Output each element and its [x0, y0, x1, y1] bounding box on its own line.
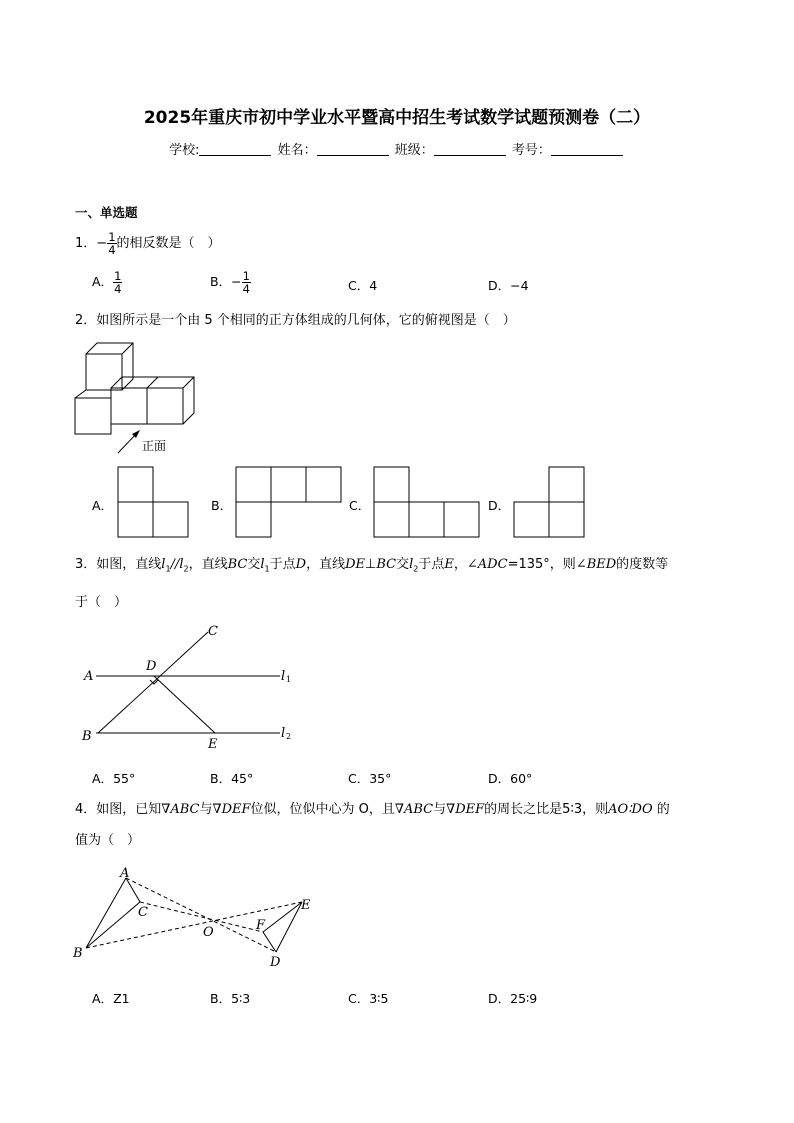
q1-option-b-minus: −: [231, 274, 242, 289]
q3-angle-bed: ∠BED: [575, 557, 617, 572]
q1-option-b-label: B．: [210, 274, 232, 289]
q1-option-c[interactable]: [348, 276, 377, 294]
q1-frac-den: 4: [108, 243, 116, 257]
fig3-label-l2: l: [281, 726, 286, 741]
q4-ratio: 5∶3: [562, 802, 583, 817]
q4-then: ，则: [582, 802, 609, 817]
q2-front-label: 正面: [142, 439, 167, 453]
q3-a-value: 55°: [113, 771, 136, 786]
q1-frac-num: 1: [108, 230, 116, 244]
q2-option-b-figure[interactable]: [235, 466, 345, 538]
q4-a-value: Z1: [113, 991, 130, 1006]
q3-bc2: BC: [376, 557, 397, 572]
fig3-sub2: 2: [286, 732, 292, 741]
q3-text-f: 于点: [418, 557, 445, 572]
q2-option-d-label[interactable]: D．: [488, 498, 511, 513]
q3-figure: [78, 620, 298, 752]
q2-option-a-figure[interactable]: [117, 466, 191, 538]
q3-angle-value: =135°: [507, 557, 550, 572]
q4-d-label: D．: [488, 991, 511, 1006]
q4-intro: 4．如图，已知: [75, 802, 162, 817]
fig3-label-d: D: [146, 659, 157, 674]
q1-option-d-label: D．: [488, 278, 511, 293]
question-4-line-2: 值为（ ）: [75, 833, 141, 848]
q4-option-c[interactable]: [348, 989, 388, 1007]
q4-ask: AO∶DO: [608, 802, 653, 817]
q3-bc: BC: [227, 557, 248, 572]
fig4-label-a: A: [120, 866, 130, 881]
question-3-line-1: [75, 556, 725, 579]
q1-option-d[interactable]: [488, 276, 529, 294]
q4-and-2: 与: [433, 802, 447, 817]
exam-no-blank: [551, 143, 623, 156]
name-label: 姓名：: [277, 143, 317, 158]
q4-b-value: 5∶3: [231, 991, 251, 1006]
q3-text-c: 于点: [269, 557, 296, 572]
q3-l2: l: [179, 557, 184, 572]
q3-sub: 1: [165, 564, 171, 574]
question-3-line-2: 于（ ）: [75, 595, 128, 610]
q3-l-b: l: [260, 557, 265, 572]
q3-sub4: 2: [413, 564, 419, 574]
fig3-label-e: E: [208, 737, 218, 752]
q4-option-a[interactable]: [92, 989, 130, 1007]
q1-option-b-fraction: [242, 270, 251, 295]
class-blank: [434, 143, 506, 156]
fig4-label-c: C: [138, 905, 148, 920]
q3-text-e: 交: [396, 557, 410, 572]
fig3-label-a: A: [84, 669, 94, 684]
page-title: 2025年重庆市初中学业水平暨高中招生考试数学试题预测卷（二）: [143, 108, 651, 128]
q3-e: E: [444, 557, 454, 572]
q1-fraction: [107, 231, 116, 256]
q4-and-1: 与: [199, 802, 213, 817]
fig4-label-d: D: [270, 955, 281, 970]
q3-comma: ，: [453, 557, 467, 572]
fig4-label-o: O: [203, 925, 214, 940]
q3-l-c: l: [409, 557, 414, 572]
q2-cube-figure: [70, 338, 210, 456]
student-info-line: [0, 139, 794, 158]
q3-c-label: C．: [348, 771, 370, 786]
q4-tri-abc-2: ∇ABC: [394, 802, 434, 817]
q2-option-c-figure[interactable]: [373, 466, 483, 538]
q4-d-value: 25∶9: [510, 991, 538, 1006]
q3-sub2: 2: [183, 564, 189, 574]
q1-a-num: 1: [114, 269, 122, 283]
q3-perp: ⊥: [365, 557, 377, 572]
q1-minus: −: [96, 236, 108, 251]
q3-d: D: [295, 557, 307, 572]
fig4-label-b: B: [73, 946, 83, 961]
q3-text-a: ，直线: [188, 557, 228, 572]
class-label: 班级：: [394, 143, 434, 158]
q1-b-num: 1: [242, 269, 250, 283]
q3-option-c[interactable]: [348, 769, 391, 787]
q4-tri-def: ∇DEF: [212, 802, 251, 817]
fig3-sub1: 1: [286, 675, 292, 684]
q3-d-label: D．: [488, 771, 511, 786]
q4-end: 的: [652, 802, 670, 817]
q3-a-label: A．: [92, 771, 114, 786]
q3-parallel: //: [170, 557, 180, 572]
fig3-label-b: B: [82, 729, 92, 744]
q4-option-b[interactable]: [210, 989, 250, 1007]
q3-b-label: B．: [210, 771, 232, 786]
q2-option-a-label[interactable]: A．: [92, 498, 114, 513]
question-2: 2．如图所示是一个由 5 个相同的正方体组成的几何体，它的俯视图是（ ）: [75, 313, 516, 328]
q3-option-b[interactable]: [210, 769, 253, 787]
exam-no-label: 考号：: [511, 143, 551, 158]
q3-text-b: 交: [247, 557, 261, 572]
q2-option-c-label[interactable]: C．: [349, 498, 371, 513]
fig3-label-c: C: [208, 624, 218, 639]
fig4-label-e: E: [301, 898, 311, 913]
fig3-label-l1: l: [281, 669, 286, 684]
q3-text-d: ，直线: [306, 557, 346, 572]
q4-figure: [70, 864, 320, 972]
q4-c-label: C．: [348, 991, 370, 1006]
q1-text: 的相反数是（ ）: [116, 236, 221, 251]
q4-ratio-text: 的周长之比是: [484, 802, 563, 817]
section-heading: 一、单选题: [75, 205, 138, 220]
q1-option-a-label: A．: [92, 274, 114, 289]
q4-option-d[interactable]: [488, 989, 537, 1007]
q4-tri-def-2: ∇DEF: [446, 802, 485, 817]
q3-option-a[interactable]: [92, 769, 135, 787]
q3-c-value: 35°: [369, 771, 392, 786]
q2-option-d-figure[interactable]: [513, 466, 587, 538]
q3-sub3: 1: [264, 564, 270, 574]
q1-option-a[interactable]: [92, 270, 122, 295]
q3-d-value: 60°: [510, 771, 533, 786]
fig4-label-f: F: [256, 918, 266, 933]
school-label: 学校:: [169, 143, 200, 158]
question-4-line-1: [75, 801, 725, 819]
q3-angle-adc: ∠ADC: [466, 557, 508, 572]
q3-option-d[interactable]: [488, 769, 532, 787]
q2-option-b-label[interactable]: B．: [211, 498, 233, 513]
q4-c-value: 3∶5: [369, 991, 389, 1006]
q1-option-c-label: C．: [348, 278, 370, 293]
q3-text-g: ，则: [549, 557, 576, 572]
q3-l: l: [161, 557, 166, 572]
q4-center-text: 位似，位似中心为 O，且: [250, 802, 395, 817]
q3-de: DE: [345, 557, 366, 572]
q1-option-d-value: −4: [510, 278, 529, 293]
q3-text-h: 的度数等: [616, 557, 669, 572]
q4-tri-abc: ∇ABC: [161, 802, 200, 817]
q1-a-den: 4: [114, 282, 122, 296]
q3-text-intro: 3．如图，直线: [75, 557, 162, 572]
q1-number: 1．: [75, 236, 97, 251]
school-blank: [199, 143, 271, 156]
q3-b-value: 45°: [231, 771, 254, 786]
q4-a-label: A．: [92, 991, 114, 1006]
q4-b-label: B．: [210, 991, 232, 1006]
q1-option-a-fraction: [113, 270, 122, 295]
q1-option-c-value: 4: [369, 278, 378, 293]
question-1: [75, 231, 221, 256]
q1-b-den: 4: [242, 282, 250, 296]
name-blank: [317, 143, 389, 156]
q1-option-b[interactable]: [210, 270, 251, 295]
